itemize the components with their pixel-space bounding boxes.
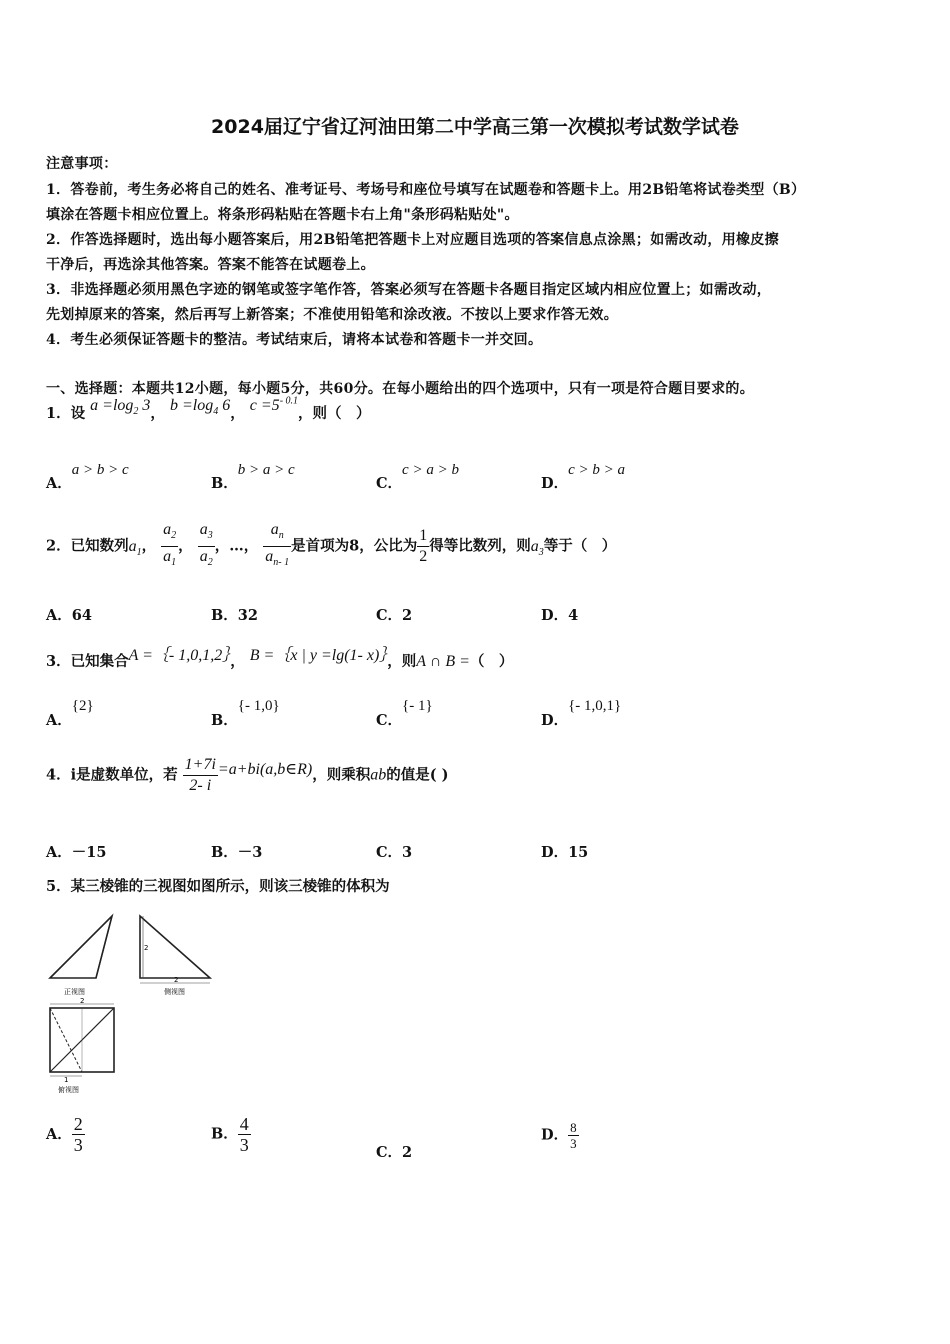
q3-suffix: （ ） xyxy=(469,653,514,670)
q3-option-b[interactable]: B．{- 1,0} xyxy=(211,698,280,729)
q3-intersection: A ∩ B = xyxy=(416,653,470,670)
question-5: 5．某三棱锥的三视图如图所示，则该三棱锥的体积为 xyxy=(46,878,390,895)
q2-option-b[interactable]: B．32 xyxy=(211,607,258,624)
q3-option-a[interactable]: A．{2} xyxy=(46,698,94,729)
dim-label: 2 xyxy=(174,976,179,984)
notice-line: 2．作答选择题时，选出每小题答案后，用2B铅笔把答题卡上对应题目选项的答案信息点涂黑；如需改动，用橡皮擦 xyxy=(46,232,779,248)
q4-fraction: $\frac{1+7i}{2- i}$ xyxy=(184,756,216,794)
question-4 xyxy=(46,755,449,796)
notice-line: 4．考生必须保证答题卡的整洁。考试结束后，请将本试卷和答题卡一并交回。 xyxy=(46,332,543,348)
q2-option-d[interactable]: D．4 xyxy=(541,607,579,624)
q4-option-c[interactable]: C．3 xyxy=(376,844,413,861)
q2-a1: $a_1$ xyxy=(128,537,142,558)
three-view-figure xyxy=(44,910,224,1100)
q3-comma: ， xyxy=(230,653,245,670)
q5-option-a[interactable]: A． $\frac{2}{3}$ xyxy=(46,1114,83,1155)
q3-option-c[interactable]: C．{- 1} xyxy=(376,698,433,729)
q2-a3: $a_3$ xyxy=(530,537,544,558)
q1-sep: ， xyxy=(150,405,165,422)
q4-mid: ，则乘积 xyxy=(312,766,371,784)
q4-prefix: 4．i是虚数单位，若 xyxy=(46,766,178,784)
notice-line: 1．答卷前，考生务必将自己的姓名、准考证号、考场号和座位号填写在试题卷和答题卡上。用2B铅笔将试卷类型（B） xyxy=(46,182,806,198)
notice-heading: 注意事项： xyxy=(46,156,118,172)
q4-option-a[interactable]: A．－15 xyxy=(46,844,107,861)
question-3 xyxy=(46,648,513,671)
q2-frac-2: $\frac{a_3}{a_2}$ xyxy=(199,521,213,569)
q3-option-d[interactable]: D．{- 1,0,1} xyxy=(541,698,622,729)
side-view-shape xyxy=(140,916,210,978)
q5-option-d[interactable]: D． $\frac{8}{3}$ xyxy=(541,1120,577,1151)
top-view-label: 俯视图 xyxy=(58,1086,79,1094)
q1-suffix: ，则（ ） xyxy=(298,405,371,422)
q4-ab: ab xyxy=(370,766,387,784)
q4-suffix: 的值是( ) xyxy=(386,766,449,784)
question-2: 2．已知数列$a_1$， $\frac{a_2}{a_1}$ ， $\frac{a_3}{a_2}$ ，…， $\frac{a_n}{a_{n- 1}}$ 是首项为8，公比为 $\frac{1}{2}$ 得等比数列，则$a_3$等于（ ） xyxy=(46,520,616,573)
q1-prefix: 1．设 xyxy=(46,405,86,422)
q5-option-b[interactable]: B． $\frac{4}{3}$ xyxy=(211,1114,249,1155)
question-1 xyxy=(46,395,371,425)
q1-option-c[interactable]: C．c > a > b xyxy=(376,462,459,492)
q1-option-b[interactable]: B．b > a > c xyxy=(211,462,295,492)
q2-ratio: $\frac{1}{2}$ xyxy=(419,527,428,566)
front-view-shape xyxy=(50,916,112,978)
q2-frac-1: $\frac{a_2}{a_1}$ xyxy=(163,521,177,569)
notice-line: 填涂在答题卡相应位置上。将条形码粘贴在答题卡右上角"条形码粘贴处"。 xyxy=(46,207,519,223)
q2-mid2: 得等比数列，则 xyxy=(429,537,531,555)
q2-frac-n: $\frac{a_n}{a_{n- 1}}$ xyxy=(265,521,290,569)
section-heading: 一、选择题：本题共12小题，每小题5分，共60分。在每小题给出的四个选项中，只有一项是符合题目要求的。 xyxy=(46,381,755,397)
q1-option-d[interactable]: D．c > b > a xyxy=(541,462,625,492)
dim-label: 2 xyxy=(80,997,85,1005)
q1-b-expr: $b =\log_4$ 6 xyxy=(169,397,231,418)
dim-label: 2 xyxy=(144,944,149,952)
q2-option-c[interactable]: C．2 xyxy=(376,607,413,624)
q4-option-b[interactable]: B．－3 xyxy=(211,844,263,861)
q1-sep: ， xyxy=(230,405,245,422)
notice-line: 干净后，再选涂其他答案。答案不能答在试题卷上。 xyxy=(46,257,375,273)
q3-mid: ，则 xyxy=(387,653,417,670)
q2-dots: ，…， xyxy=(214,537,259,555)
dim-label: 1 xyxy=(64,1076,69,1084)
q3-prefix: 3．已知集合 xyxy=(46,653,129,670)
q1-a-expr: $a =\log_2$ 3 xyxy=(90,397,151,418)
q2-suffix: 等于（ ） xyxy=(543,537,617,555)
page-title: 2024届辽宁省辽河油田第二中学高三第一次模拟考试数学试卷 xyxy=(211,116,739,138)
q5-option-c[interactable]: C．2 xyxy=(376,1144,413,1161)
side-view-label: 侧视图 xyxy=(164,988,185,996)
q2-option-a[interactable]: A．64 xyxy=(46,607,92,624)
q4-option-d[interactable]: D．15 xyxy=(541,844,589,861)
notice-line: 先划掉原来的答案，然后再写上新答案；不准使用铅笔和涂改液。不按以上要求作答无效。 xyxy=(46,307,618,323)
q2-mid: 是首项为8，公比为 xyxy=(291,537,418,555)
q3-set-b: B =｛x | y =lg(1- x)｝ xyxy=(249,647,388,664)
q1-option-a[interactable]: A．a > b > c xyxy=(46,462,129,492)
q4-rhs: =a+bi(a,b∈R) xyxy=(217,760,313,778)
q1-c-expr: $c =5^{- 0.1}$ xyxy=(249,395,299,414)
front-view-label: 正视图 xyxy=(64,988,85,996)
notice-line: 3．非选择题必须用黑色字迹的钢笔或签字笔作答，答案必须写在答题卡各题目指定区域内相应位置上；如需改动， xyxy=(46,282,772,298)
q3-set-a: A =｛- 1,0,1,2｝ xyxy=(128,647,231,664)
q2-prefix: 2．已知数列 xyxy=(46,537,129,555)
